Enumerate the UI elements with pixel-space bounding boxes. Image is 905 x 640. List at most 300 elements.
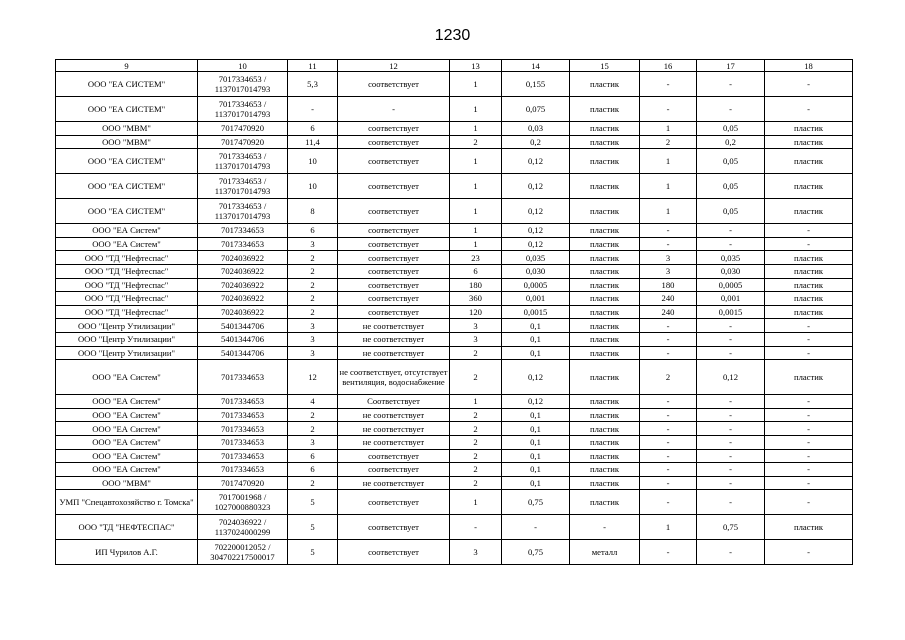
table-row: [56, 422, 853, 436]
table-cell: -: [697, 449, 765, 463]
table-cell: не соответствует, отсутствует вентиляция, водоснабжение: [338, 360, 450, 395]
table-cell: -: [697, 346, 765, 360]
table-cell: -: [765, 97, 853, 122]
table-cell: пластик: [570, 463, 640, 477]
table-row: [56, 174, 853, 199]
table-cell: 2: [450, 435, 502, 449]
table-cell: -: [765, 346, 853, 360]
table-row: [56, 97, 853, 122]
table-row: [56, 435, 853, 449]
table-cell: 3: [450, 319, 502, 333]
table-cell: 12: [288, 360, 338, 395]
table-cell: пластик: [570, 72, 640, 97]
table-cell: 702200012052 / 304702217500017: [198, 540, 288, 565]
table-cell: 6: [288, 449, 338, 463]
table-cell: 6: [450, 264, 502, 278]
table-cell: -: [640, 395, 697, 409]
table-cell: -: [640, 224, 697, 238]
table-cell: 7017470920: [198, 122, 288, 136]
table-cell: 3: [450, 332, 502, 346]
table-cell: пластик: [765, 174, 853, 199]
table-cell: 3: [288, 346, 338, 360]
table-cell: 7017334653: [198, 422, 288, 436]
table-row: [56, 135, 853, 149]
table-cell: пластик: [765, 264, 853, 278]
table-cell: 0,035: [697, 251, 765, 265]
table-cell: -: [697, 476, 765, 490]
table-cell: 2: [450, 476, 502, 490]
table-cell: 7017334653: [198, 463, 288, 477]
table-cell: пластик: [570, 251, 640, 265]
table-cell: УМП "Спецавтохозяйство г. Томска": [56, 490, 198, 515]
table-cell: 0,12: [502, 174, 570, 199]
table-cell: 0,12: [502, 199, 570, 224]
page-number: 1230: [434, 27, 471, 44]
table-cell: -: [570, 515, 640, 540]
table-cell: -: [697, 319, 765, 333]
table-cell: соответствует: [338, 264, 450, 278]
table-row: [56, 305, 853, 319]
table-cell: 0,05: [697, 122, 765, 136]
table-cell: пластик: [765, 199, 853, 224]
table-cell: 0,1: [502, 319, 570, 333]
table-body: [56, 72, 853, 565]
table-cell: -: [697, 224, 765, 238]
table-cell: 0,75: [502, 490, 570, 515]
table-cell: ООО "Центр Утилизации": [56, 319, 198, 333]
table-cell: ООО "ЕА Систем": [56, 449, 198, 463]
table-cell: 7017334653 / 1137017014793: [198, 72, 288, 97]
table-cell: -: [765, 237, 853, 251]
table-cell: соответствует: [338, 224, 450, 238]
table-cell: пластик: [570, 490, 640, 515]
table-cell: 7017470920: [198, 476, 288, 490]
table-cell: 1: [640, 199, 697, 224]
table-cell: 2: [450, 463, 502, 477]
table-cell: не соответствует: [338, 319, 450, 333]
table-cell: 2: [288, 292, 338, 306]
table-row: [56, 490, 853, 515]
table-cell: -: [765, 332, 853, 346]
table-cell: пластик: [765, 305, 853, 319]
table-cell: пластик: [765, 251, 853, 265]
table-row: [56, 540, 853, 565]
table-cell: 1: [450, 224, 502, 238]
table-cell: ООО "ЕА СИСТЕМ": [56, 72, 198, 97]
table-cell: пластик: [570, 224, 640, 238]
table-row: [56, 251, 853, 265]
table-cell: 0,155: [502, 72, 570, 97]
table-row: [56, 346, 853, 360]
table-cell: 5,3: [288, 72, 338, 97]
table-cell: пластик: [570, 122, 640, 136]
table-cell: пластик: [570, 476, 640, 490]
table-cell: ООО "ЕА Систем": [56, 408, 198, 422]
table-cell: 7017334653: [198, 395, 288, 409]
table-cell: 0,05: [697, 199, 765, 224]
table-cell: 10: [288, 149, 338, 174]
table-cell: 0,1: [502, 463, 570, 477]
table-cell: -: [640, 346, 697, 360]
table-cell: 23: [450, 251, 502, 265]
table-cell: не соответствует: [338, 408, 450, 422]
table-row: [56, 476, 853, 490]
table-cell: -: [640, 319, 697, 333]
table-cell: ООО "ЕА СИСТЕМ": [56, 97, 198, 122]
table-cell: 2: [288, 305, 338, 319]
table-cell: 7017334653 / 1137017014793: [198, 174, 288, 199]
column-header: 14: [502, 60, 570, 72]
column-header: 9: [56, 60, 198, 72]
table-cell: пластик: [570, 305, 640, 319]
table-row: [56, 360, 853, 395]
table-cell: 0,1: [502, 476, 570, 490]
table-cell: 2: [288, 476, 338, 490]
table-cell: -: [640, 463, 697, 477]
table-cell: пластик: [765, 515, 853, 540]
table-cell: -: [765, 476, 853, 490]
table-cell: 0,12: [502, 237, 570, 251]
table-cell: 7024036922: [198, 251, 288, 265]
table-cell: 3: [288, 435, 338, 449]
table-cell: 5: [288, 540, 338, 565]
table-cell: ООО "ТД "Нефтеспас": [56, 264, 198, 278]
table-cell: соответствует: [338, 135, 450, 149]
table-cell: 7017334653: [198, 237, 288, 251]
table-cell: соответствует: [338, 449, 450, 463]
table-cell: 1: [450, 122, 502, 136]
table-cell: 180: [450, 278, 502, 292]
table-cell: 0,075: [502, 97, 570, 122]
column-header: 10: [198, 60, 288, 72]
table-cell: пластик: [765, 278, 853, 292]
column-header: 18: [765, 60, 853, 72]
table-cell: пластик: [570, 435, 640, 449]
table-cell: -: [697, 72, 765, 97]
table-cell: 1: [640, 174, 697, 199]
table-cell: -: [765, 490, 853, 515]
table-cell: ООО "ЕА Систем": [56, 395, 198, 409]
table-cell: пластик: [765, 122, 853, 136]
table-cell: -: [640, 540, 697, 565]
table-cell: ООО "ТД "Нефтеспас": [56, 251, 198, 265]
table-cell: -: [765, 395, 853, 409]
table-row: [56, 332, 853, 346]
table-cell: пластик: [570, 199, 640, 224]
column-header: 16: [640, 60, 697, 72]
table-row: [56, 237, 853, 251]
table-cell: соответствует: [338, 540, 450, 565]
table-cell: 0,03: [502, 122, 570, 136]
table-cell: не соответствует: [338, 332, 450, 346]
table-cell: 0,001: [697, 292, 765, 306]
table-cell: -: [765, 435, 853, 449]
table-cell: 0,2: [502, 135, 570, 149]
table-cell: соответствует: [338, 122, 450, 136]
table-cell: -: [697, 395, 765, 409]
table-cell: соответствует: [338, 149, 450, 174]
table-cell: 3: [288, 237, 338, 251]
table-cell: 10: [288, 174, 338, 199]
table-cell: 0,1: [502, 346, 570, 360]
table-cell: 6: [288, 463, 338, 477]
table-cell: соответствует: [338, 292, 450, 306]
table-cell: -: [640, 422, 697, 436]
table-cell: 6: [288, 224, 338, 238]
table-cell: пластик: [570, 97, 640, 122]
table-cell: -: [640, 237, 697, 251]
table-cell: пластик: [570, 135, 640, 149]
table-cell: -: [450, 515, 502, 540]
table-cell: 4: [288, 395, 338, 409]
table-cell: 120: [450, 305, 502, 319]
table-cell: 5: [288, 515, 338, 540]
table-cell: 7017334653: [198, 408, 288, 422]
column-header: 13: [450, 60, 502, 72]
table-cell: -: [640, 72, 697, 97]
column-header: 12: [338, 60, 450, 72]
table-cell: ООО "Центр Утилизации": [56, 332, 198, 346]
table-cell: -: [765, 449, 853, 463]
waste-registry-table: [55, 59, 853, 565]
table-cell: 2: [288, 422, 338, 436]
table-cell: соответствует: [338, 237, 450, 251]
table-cell: 0,12: [502, 149, 570, 174]
table-cell: соответствует: [338, 72, 450, 97]
table-cell: -: [697, 435, 765, 449]
table-cell: 0,1: [502, 422, 570, 436]
table-cell: 180: [640, 278, 697, 292]
table-cell: 0,05: [697, 174, 765, 199]
table-cell: 0,0005: [697, 278, 765, 292]
table-cell: 7017334653 / 1137017014793: [198, 149, 288, 174]
table-cell: 240: [640, 305, 697, 319]
table-cell: соответствует: [338, 278, 450, 292]
table-cell: 5401344706: [198, 319, 288, 333]
table-cell: соответствует: [338, 515, 450, 540]
table-cell: 0,75: [502, 540, 570, 565]
table-cell: 0,001: [502, 292, 570, 306]
table-cell: -: [640, 408, 697, 422]
table-cell: 3: [450, 540, 502, 565]
table-cell: 2: [450, 135, 502, 149]
table-cell: 1: [450, 97, 502, 122]
column-header: 17: [697, 60, 765, 72]
table-cell: 2: [450, 449, 502, 463]
table-cell: ООО "Центр Утилизации": [56, 346, 198, 360]
table-cell: 7017334653: [198, 435, 288, 449]
table-row: [56, 408, 853, 422]
table-cell: -: [640, 435, 697, 449]
table-cell: -: [765, 224, 853, 238]
table-cell: 1: [450, 395, 502, 409]
table-cell: -: [765, 540, 853, 565]
table-cell: -: [338, 97, 450, 122]
table-cell: пластик: [765, 149, 853, 174]
table-cell: 0,0015: [502, 305, 570, 319]
table-cell: пластик: [570, 319, 640, 333]
table-cell: -: [640, 332, 697, 346]
table-row: [56, 278, 853, 292]
table-cell: 0,05: [697, 149, 765, 174]
table-cell: 7017334653: [198, 360, 288, 395]
table-cell: пластик: [570, 395, 640, 409]
table-cell: Соответствует: [338, 395, 450, 409]
table-cell: 0,1: [502, 332, 570, 346]
table-cell: 7024036922 / 1137024000299: [198, 515, 288, 540]
column-header: 11: [288, 60, 338, 72]
table-cell: 2: [640, 360, 697, 395]
table-cell: 11,4: [288, 135, 338, 149]
table-cell: 2: [288, 251, 338, 265]
table-cell: 0,1: [502, 435, 570, 449]
table-cell: -: [697, 237, 765, 251]
table-cell: 3: [640, 264, 697, 278]
table-cell: 7024036922: [198, 278, 288, 292]
table-cell: -: [697, 490, 765, 515]
table-cell: соответствует: [338, 174, 450, 199]
table-cell: пластик: [570, 408, 640, 422]
table-cell: ООО "МВМ": [56, 135, 198, 149]
table-cell: пластик: [570, 292, 640, 306]
table-row: [56, 319, 853, 333]
table-cell: пластик: [570, 332, 640, 346]
table-cell: ООО "ЕА Систем": [56, 463, 198, 477]
table-cell: -: [765, 72, 853, 97]
table-cell: пластик: [570, 422, 640, 436]
table-cell: 3: [288, 332, 338, 346]
table-cell: 7024036922: [198, 292, 288, 306]
table-row: [56, 463, 853, 477]
table-cell: соответствует: [338, 490, 450, 515]
table-cell: -: [697, 332, 765, 346]
table-cell: пластик: [570, 174, 640, 199]
table-cell: пластик: [570, 264, 640, 278]
table-cell: ООО "ЕА Систем": [56, 360, 198, 395]
table-cell: ООО "ТД "Нефтеспас": [56, 305, 198, 319]
table-cell: пластик: [765, 292, 853, 306]
table-cell: 1: [450, 149, 502, 174]
table-cell: 0,1: [502, 408, 570, 422]
table-cell: 7017334653: [198, 224, 288, 238]
table-cell: -: [765, 422, 853, 436]
table-row: [56, 264, 853, 278]
table-cell: ООО "ЕА Систем": [56, 422, 198, 436]
table-cell: -: [502, 515, 570, 540]
table-cell: соответствует: [338, 251, 450, 265]
table-cell: 2: [288, 278, 338, 292]
table-cell: не соответствует: [338, 422, 450, 436]
table-cell: -: [765, 319, 853, 333]
table-cell: пластик: [570, 237, 640, 251]
table-cell: 5401344706: [198, 346, 288, 360]
table-cell: ООО "ЕА Систем": [56, 237, 198, 251]
table-cell: пластик: [765, 360, 853, 395]
table-cell: 7017001968 / 1027000880323: [198, 490, 288, 515]
header-row: [56, 60, 853, 72]
table-cell: ИП Чурилов А.Г.: [56, 540, 198, 565]
table-cell: соответствует: [338, 305, 450, 319]
table-cell: 0,12: [502, 395, 570, 409]
table-cell: 1: [640, 515, 697, 540]
table-cell: 0,0005: [502, 278, 570, 292]
table-cell: ООО "МВМ": [56, 476, 198, 490]
table-cell: пластик: [570, 149, 640, 174]
table-cell: 1: [450, 199, 502, 224]
table-cell: -: [697, 408, 765, 422]
table-cell: 2: [450, 422, 502, 436]
table-cell: ООО "ЕА СИСТЕМ": [56, 149, 198, 174]
table-cell: ООО "ТД "Нефтеспас": [56, 278, 198, 292]
table-cell: -: [640, 449, 697, 463]
table-row: [56, 122, 853, 136]
table-cell: -: [288, 97, 338, 122]
table-cell: 0,12: [697, 360, 765, 395]
table-cell: пластик: [570, 278, 640, 292]
table-cell: 240: [640, 292, 697, 306]
table-row: [56, 449, 853, 463]
table-cell: ООО "ЕА Систем": [56, 224, 198, 238]
table-cell: 8: [288, 199, 338, 224]
table-row: [56, 395, 853, 409]
table-cell: 2: [450, 360, 502, 395]
table-row: [56, 515, 853, 540]
table-cell: 2: [288, 264, 338, 278]
table-row: [56, 149, 853, 174]
table-cell: 1: [640, 149, 697, 174]
table-cell: 3: [288, 319, 338, 333]
table-cell: 2: [450, 346, 502, 360]
table-cell: 6: [288, 122, 338, 136]
table-cell: 2: [288, 408, 338, 422]
table-cell: -: [697, 540, 765, 565]
table-cell: 2: [640, 135, 697, 149]
table-cell: -: [697, 422, 765, 436]
table-cell: 7024036922: [198, 305, 288, 319]
table-cell: -: [640, 490, 697, 515]
table-cell: 7017334653 / 1137017014793: [198, 97, 288, 122]
table-cell: -: [765, 463, 853, 477]
table-cell: ООО "МВМ": [56, 122, 198, 136]
table-row: [56, 72, 853, 97]
table-cell: ООО "ТД "НЕФТЕСПАС": [56, 515, 198, 540]
table-cell: -: [640, 97, 697, 122]
table-row: [56, 292, 853, 306]
table-cell: ООО "ЕА СИСТЕМ": [56, 174, 198, 199]
table-cell: 0,030: [697, 264, 765, 278]
table-cell: пластик: [570, 346, 640, 360]
table-cell: не соответствует: [338, 476, 450, 490]
table-cell: 1: [450, 72, 502, 97]
table-cell: 5: [288, 490, 338, 515]
table-cell: 3: [640, 251, 697, 265]
table-cell: пластик: [570, 449, 640, 463]
table-cell: 0,030: [502, 264, 570, 278]
table-cell: 5401344706: [198, 332, 288, 346]
table-cell: 0,1: [502, 449, 570, 463]
table-cell: не соответствует: [338, 435, 450, 449]
table-cell: 1: [450, 490, 502, 515]
table-row: [56, 199, 853, 224]
table-cell: 7017470920: [198, 135, 288, 149]
table-cell: соответствует: [338, 199, 450, 224]
table-cell: 0,75: [697, 515, 765, 540]
table-cell: 360: [450, 292, 502, 306]
table-cell: 0,0015: [697, 305, 765, 319]
table-cell: 7024036922: [198, 264, 288, 278]
table-cell: ООО "ЕА СИСТЕМ": [56, 199, 198, 224]
table-cell: соответствует: [338, 463, 450, 477]
